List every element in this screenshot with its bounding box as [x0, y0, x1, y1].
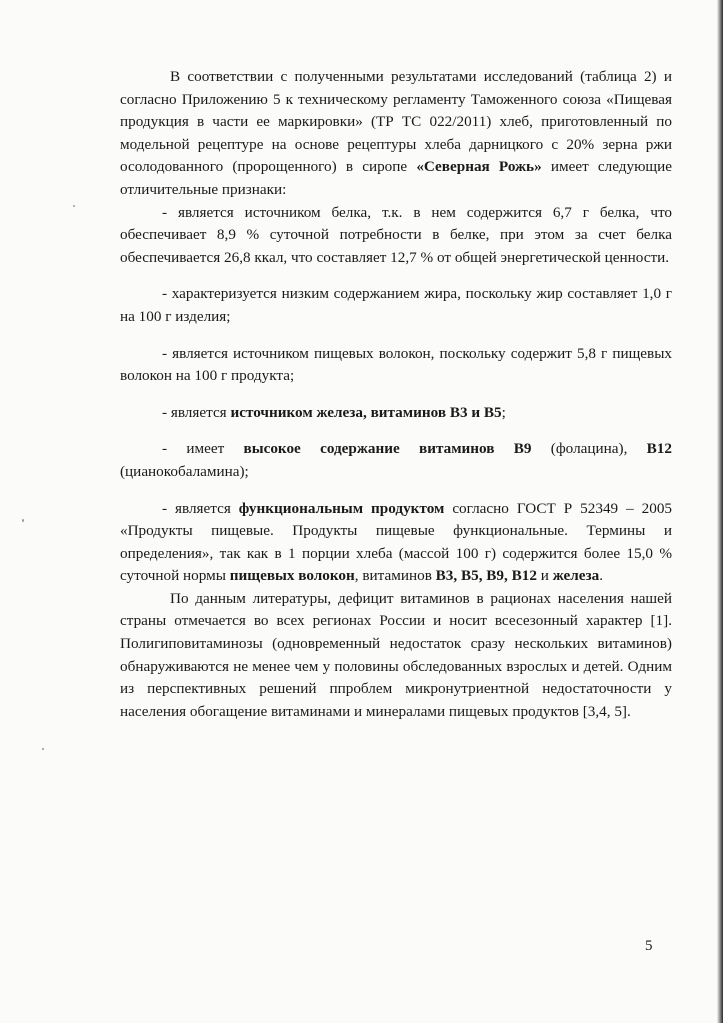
body-paragraph — [120, 588, 672, 724]
scan-speck — [22, 519, 24, 522]
text-segment: - является — [162, 403, 231, 421]
text-segment: (фолацина), — [531, 440, 647, 458]
list-item-paragraph — [120, 202, 672, 270]
text-segment: - является — [162, 499, 239, 517]
text-segment: имеет следующие отличительные признаки: — [120, 158, 672, 198]
text-segment: По данным литературы, дефицит витаминов в рационах населения нашей страны отмечается во всех регионах России и носит всесезонный характер [1]. Полигиповитаминозы (одновременный недостаток сразу нескольких витаминов) обнаруживаются не менее чем у половины обследованных взрослых и детей. Одним из перспективных решений ппроблем микронутриентной недостаточности у населения обогащение витаминами и минералами пищевых продуктов [3,4, 5]. — [120, 589, 672, 720]
bold-text: функциональным продуктом — [238, 499, 445, 517]
list-item-paragraph — [120, 402, 672, 425]
bold-text: источником железа, витаминов В3 и В5 — [230, 403, 502, 421]
text-segment: (цианокобаламина); — [120, 462, 249, 480]
text-segment: . — [599, 567, 603, 585]
bold-text: В12 — [646, 440, 672, 458]
list-item-paragraph — [120, 343, 672, 388]
page-number: 5 — [645, 938, 653, 954]
text-segment: , витаминов — [354, 567, 436, 585]
text-segment: ; — [501, 403, 506, 421]
list-item-paragraph — [120, 498, 672, 588]
text-segment: - является источником белка, т.к. в нем содержится 6,7 г белка, что обеспечивает 8,9 % суточной потребности в белке, при этом за счет белка обеспечивается 26,8 ккал, что составляет 12,7 % от общей энергетической ценности. — [120, 203, 672, 266]
bold-text: высокое содержание витаминов В9 — [243, 440, 532, 458]
document-body — [120, 66, 672, 723]
bold-text: пищевых волокон — [229, 567, 355, 585]
scan-speck — [73, 205, 75, 207]
bold-text: железа — [552, 567, 600, 585]
intro-paragraph — [120, 66, 672, 202]
text-segment: и — [536, 567, 553, 585]
list-item-paragraph — [120, 438, 672, 483]
bold-text: «Северная Рожь» — [416, 158, 542, 176]
bold-text: В3, В5, В9, В12 — [435, 567, 537, 585]
text-segment: согласно ГОСТ Р 52349 – 2005 «Продукты пищевые. Продукты пищевые функциональные. Термины и определения», так как в 1 порции хлеба (массой 100 г) содержится более 15,0 % суточной нормы — [120, 499, 673, 585]
scan-edge-shadow — [717, 0, 723, 1023]
text-segment: - является источником пищевых волокон, поскольку содержит 5,8 г пищевых волокон на 100 г продукта; — [120, 344, 672, 385]
text-segment: - имеет — [162, 440, 244, 458]
text-segment: В соответствии с полученными результатами исследований (таблица 2) и согласно Приложению 5 к техническому регламенту Таможенного союза «Пищевая продукция в части ее маркировки» (ТР ТС 022/2011) хлеб, приготовленный по модельной рецептуре на основе рецептуры хлеба дарницкого с 20% зерна ржи осолодованного (пророщенного) в сиропе — [120, 68, 672, 176]
scan-speck — [42, 748, 44, 750]
text-segment: - характеризуется низким содержанием жира, поскольку жир составляет 1,0 г на 100 г изделия; — [120, 285, 672, 325]
list-item-paragraph — [120, 283, 672, 328]
